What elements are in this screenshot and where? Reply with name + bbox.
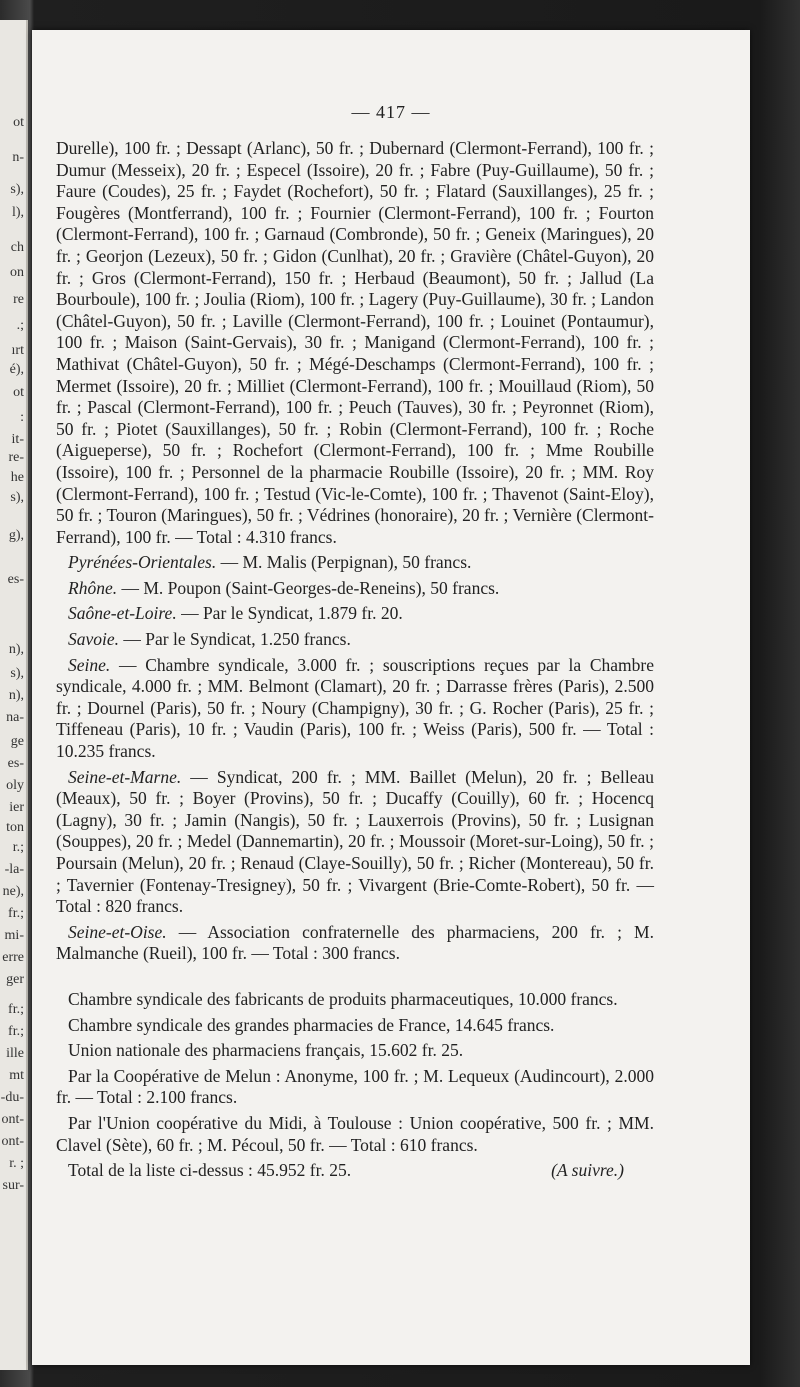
adjacent-page-fragment: he (10, 470, 24, 485)
adjacent-page-fragment: ier (9, 800, 24, 815)
adjacent-page-fragment: on (10, 265, 24, 280)
department-label: Savoie. (68, 629, 120, 650)
department-contributions: — M. Poupon (Saint-Georges-de-Reneins), 50 francs. (117, 577, 500, 598)
department-label: Seine-et-Marne. (68, 766, 182, 787)
contribution-entry: Chambre syndicale des grandes pharmacies de France, 14.645 francs. (68, 1014, 555, 1035)
adjacent-page-fragment: r. ; (9, 1156, 24, 1171)
department-entry (56, 922, 654, 965)
department-contributions: — M. Malis (Perpignan), 50 francs. (216, 552, 472, 573)
department-label: Seine-et-Oise. (68, 921, 167, 942)
adjacent-page-fragment: s), (10, 182, 24, 197)
contribution-entry: Par la Coopérative de Melun : Anonyme, 100 fr. ; M. Lequeux (Audincourt), 2.000 fr. — Total : 2.100 francs. (56, 1065, 654, 1108)
adjacent-page-fragment: re- (8, 450, 24, 465)
department-label: Rhône. (68, 577, 118, 598)
adjacent-page-fragment: ont- (1, 1112, 24, 1127)
adjacent-page-edge (0, 20, 28, 1370)
department-contributions: — Association confraternelle des pharmaciens, 200 fr. ; M. Malmanche (Rueil), 100 fr. — Total : 300 francs. (56, 921, 654, 964)
adjacent-page-fragment: ille (6, 1046, 24, 1061)
adjacent-page-fragment: .; (16, 318, 24, 333)
contribution-entry: Chambre syndicale des fabricants de produits pharmaceutiques, 10.000 francs. (68, 988, 618, 1009)
adjacent-page-fragment: mt (9, 1068, 24, 1083)
adjacent-page-fragment: it- (11, 432, 24, 447)
document-page (32, 30, 750, 1365)
adjacent-page-fragment: r.; (12, 840, 24, 855)
adjacent-page-fragment: oly (6, 778, 24, 793)
contributor-list: Durelle), 100 fr. ; Dessapt (Arlanc), 50 fr. ; Dubernard (Clermont-Ferrand), 100 fr. ; Dumur (Messeix), 20 fr. ; Especel (Issoire), 20 fr. ; Fabre (Puy-Guillaume), 50 fr. ; Faure (Coudes), 25 fr. ; Faydet (Rochefort), 50 fr. ; Flatard (Sauxillanges), 25 fr. ; Fougères (Montferrand), 100 fr. ; Fournier (Clermont-Ferrand), 100 fr. ; Fourton (Clermont-Ferrand), 100 fr. ; Garnaud (Combronde), 50 fr. ; Geneix (Maringues), 20 fr. ; Georjon (Lezeux), 50 fr. ; Gidon (Cunlhat), 20 fr. ; Gravière (Châtel-Guyon), 20 fr. ; Gros (Clermont-Ferrand), 150 fr. ; Herbaud (Beaumont), 50 fr. ; Jallud (La Bourboule), 100 fr. ; Joulia (Riom), 100 fr. ; Lagery (Puy-Guillaume), 30 fr. ; Landon (Châtel-Guyon), 50 fr. ; Laville (Clermont-Ferrand), 100 fr. ; Louinet (Pontaumur), 100 fr. ; Maison (Saint-Gervais), 30 fr. ; Manigand (Clermont-Ferrand), 100 fr. ; Mathivat (Châtel-Guyon), 50 fr. ; Mégé-Deschamps (Clermont-Ferrand), 100 fr. ; Mermet (Issoire), 20 fr. ; Milliet (Clermont-Ferrand), 100 fr. ; Mouillaud (Riom), 50 fr. ; Pascal (Clermont-Ferrand), 100 fr. ; Peuch (Tauves), 30 fr. ; Peyronnet (Riom), 50 fr. ; Piotet (Sauxillanges), 50 fr. ; Robin (Clermont-Ferrand), 100 fr. ; Roche (Aigueperse), 50 fr. ; Rochefort (Clermont-Ferrand), 100 fr. ; Mme Roubille (Issoire), 100 fr. ; Personnel de la pharmacie Roubille (Issoire), 20 fr. ; MM. Roy (Clermont-Ferrand), 100 fr. ; Testud (Vic-le-Comte), 100 fr. ; Thavenot (Saint-Eloy), 50 fr. ; Touron (Maringues), 50 fr. ; Védrines (honoraire), 20 fr. ; Vernière (Clermont-Ferrand), 100 fr. — Total : 4.310 francs. (56, 138, 654, 547)
adjacent-page-fragment: ton (6, 820, 24, 835)
page-number: — 417 — (351, 102, 431, 122)
adjacent-page-fragment: ırt (11, 343, 24, 358)
adjacent-page-fragment: g), (8, 528, 24, 543)
contribution-entry: Par l'Union coopérative du Midi, à Toulouse : Union coopérative, 500 fr. ; MM. Clavel (Sète), 60 fr. ; M. Pécoul, 50 fr. — Total : 610 francs. (56, 1112, 654, 1155)
department-contributions: — Par le Syndicat, 1.879 fr. 20. (176, 603, 403, 624)
adjacent-page-fragment: ne), (2, 884, 24, 899)
adjacent-page-fragment: erre (2, 950, 24, 965)
department-contributions: — Syndicat, 200 fr. ; MM. Baillet (Melun), 20 fr. ; Belleau (Meaux), 50 fr. ; Boyer (Provins), 50 fr. ; Ducaffy (Couilly), 60 fr. ; Hocencq (Lagny), 30 fr. ; Jamin (Nangis), 50 fr. ; Lauxerrois (Provins), 50 fr. ; Lusignan (Souppes), 20 fr. ; Medel (Dannemartin), 20 fr. ; Moussoir (Moret-sur-Loing), 50 fr. ; Poursain (Melun), 20 fr. ; Renaud (Claye-Souilly), 50 fr. ; Richer (Montereau), 50 fr. ; Tavernier (Fontenay-Tresigney), 50 fr. ; Vivargent (Brie-Comte-Robert), 50 fr. — Total : 820 francs. (56, 766, 654, 917)
adjacent-page-fragment: n), (8, 642, 24, 657)
adjacent-page-fragment: -la- (4, 862, 24, 877)
contribution-entry: Union nationale des pharmaciens français, 15.602 fr. 25. (68, 1040, 464, 1061)
adjacent-page-fragment: re (13, 292, 24, 307)
adjacent-page-fragment: fr.; (8, 906, 24, 921)
continued-note: (A suivre.) (551, 1160, 624, 1181)
adjacent-page-fragment: ch (10, 240, 24, 255)
adjacent-page-fragment: ger (6, 972, 24, 987)
department-entry (56, 629, 654, 651)
department-label: Pyrénées-Orientales. (68, 552, 217, 573)
adjacent-page-fragment: fr.; (8, 1024, 24, 1039)
adjacent-page-fragment: es- (7, 756, 24, 771)
adjacent-page-fragment: s), (10, 666, 24, 681)
adjacent-page-fragment: é), (9, 362, 24, 377)
adjacent-page-fragment: mi- (4, 928, 24, 943)
adjacent-page-fragment: na- (6, 710, 24, 725)
paragraph-spacer (56, 969, 654, 989)
adjacent-page-fragment: n), (8, 688, 24, 703)
adjacent-page-fragment: : (20, 410, 24, 425)
department-label: Seine. (68, 654, 111, 675)
adjacent-page-fragment: ont- (1, 1134, 24, 1149)
department-entry (56, 655, 654, 763)
department-label: Saône-et-Loire. (68, 603, 177, 624)
adjacent-page-fragment: -du- (0, 1090, 24, 1105)
department-entry (56, 578, 654, 600)
adjacent-page-fragment: l), (11, 205, 24, 220)
department-entry (56, 603, 654, 625)
grand-total-line (56, 1160, 654, 1182)
adjacent-page-fragment: es- (7, 572, 24, 587)
adjacent-page-fragment: n- (12, 150, 24, 165)
adjacent-page-fragment: ge (10, 734, 24, 749)
department-contributions: — Chambre syndicale, 3.000 fr. ; souscriptions reçues par la Chambre syndicale, 4.000 fr. ; MM. Belmont (Clamart), 20 fr. ; Darrasse frères (Paris), 2.500 fr. ; Dournel (Paris), 50 fr. ; Noury (Champigny), 30 fr. ; G. Rocher (Paris), 25 fr. ; Tiffeneau (Paris), 10 fr. ; Vaudin (Paris), 100 fr. ; Weiss (Paris), 500 fr. — Total : 10.235 francs. (56, 654, 654, 762)
adjacent-page-fragment: s), (10, 490, 24, 505)
adjacent-page-fragment: sur- (2, 1178, 24, 1193)
adjacent-page-fragment: fr.; (8, 1002, 24, 1017)
department-entry (56, 552, 654, 574)
adjacent-page-fragment: ot (13, 115, 24, 130)
adjacent-page-fragment: ot (13, 385, 24, 400)
department-entry (56, 767, 654, 918)
page-content (56, 138, 654, 1182)
department-contributions: — Par le Syndicat, 1.250 francs. (119, 629, 351, 650)
grand-total: Total de la liste ci-dessus : 45.952 fr. 25. (68, 1160, 352, 1181)
